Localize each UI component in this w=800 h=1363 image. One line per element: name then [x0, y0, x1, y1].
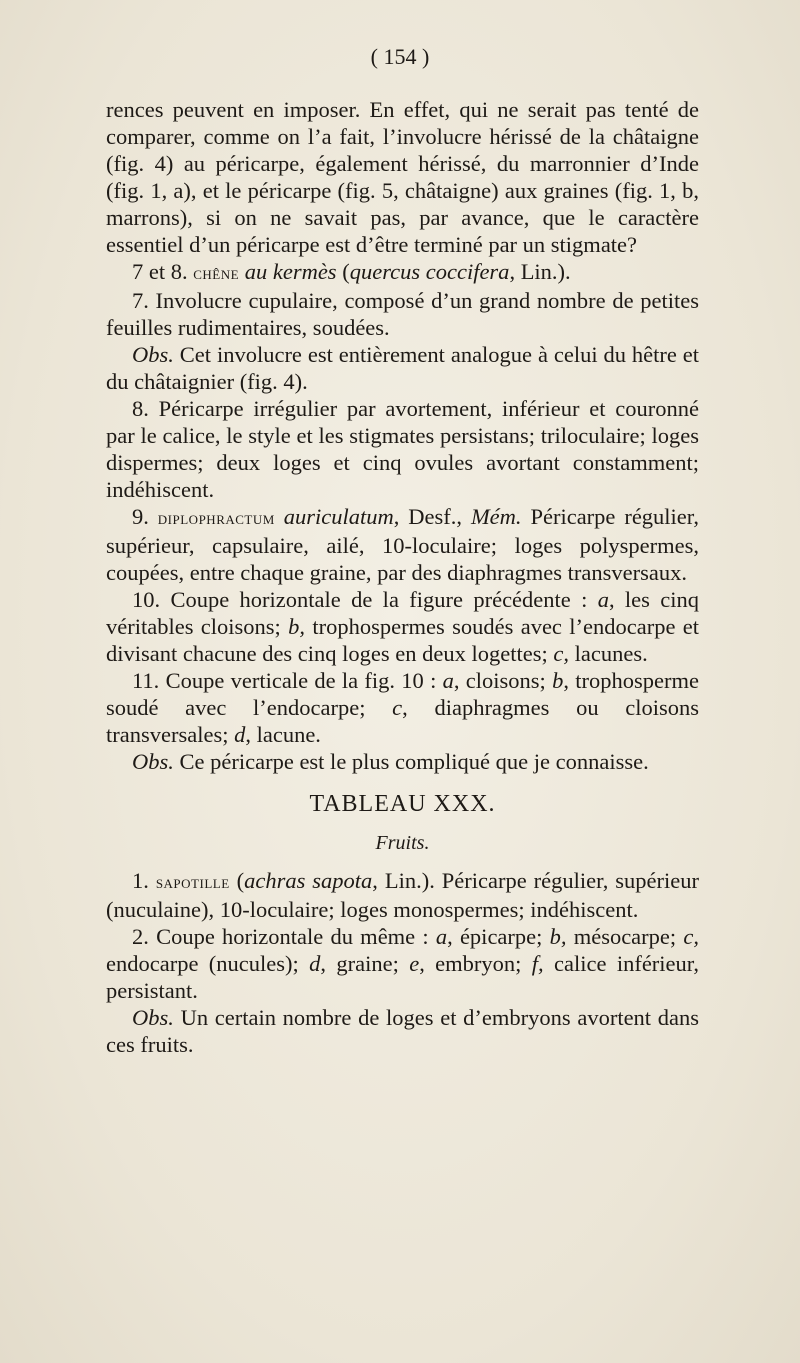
- figure-letter: b,: [288, 614, 305, 639]
- obs-label: Obs.: [132, 749, 174, 774]
- plant-name: diplophractum: [157, 508, 275, 529]
- paragraph-fig8: 8. Péricarpe irrégulier par avortement, inférieur et couronné par le calice, le style et les stigmates persistans; triloculaire; loges dispermes; deux loges et cinq ovules avortant constamment; indéhiscent.: [106, 396, 699, 502]
- latin-name: achras sapota: [244, 868, 373, 893]
- text-run: endocarpe (nucules);: [106, 951, 310, 976]
- body-text: [106, 96, 699, 1058]
- paragraph-obs-1: [106, 341, 699, 395]
- text-run: , lacune.: [245, 722, 321, 747]
- figure-letter: b: [552, 668, 564, 693]
- figure-letter: a: [442, 668, 454, 693]
- obs-text: Ce péricarpe est le plus compliqué que je connaisse.: [173, 749, 649, 774]
- figure-number: 7 et 8.: [132, 259, 188, 284]
- paren: (: [342, 259, 350, 284]
- paragraph-chene: [106, 258, 699, 287]
- paren: (: [229, 868, 245, 893]
- figure-letter: d: [309, 951, 321, 976]
- text-run: 2. Coupe horizontale du même :: [132, 924, 436, 949]
- paragraph-fig10: [106, 586, 699, 667]
- description: Péricarpe régulier, supérieur, capsulaire, ailé, 10-loculaire; loges polyspermes, coupées, entre chaque graine, par des diaphragmes transversaux.: [106, 504, 700, 585]
- figure-letter: b,: [549, 924, 567, 949]
- text-run: , graine;: [320, 951, 410, 976]
- figure-letter: f,: [531, 951, 544, 976]
- figure-number: 1.: [132, 868, 149, 893]
- text-run: , épicarpe;: [447, 924, 550, 949]
- text-run: calice inférieur, persistant.: [106, 951, 699, 1003]
- memoir-ref: Mém.: [470, 504, 522, 529]
- text-run: , embryon;: [419, 951, 532, 976]
- plant-name: sapotille: [155, 872, 230, 893]
- figure-letter: d: [234, 722, 246, 747]
- text-run: 11. Coupe verticale de la fig. 10 :: [132, 668, 443, 693]
- obs-text: Cet involucre est entièrement analogue à celui du hêtre et du châtaignier (fig. 4).: [106, 342, 699, 394]
- figure-letter: e: [409, 951, 420, 976]
- figure-letter: c,: [683, 924, 699, 949]
- figure-letter: c: [392, 695, 403, 720]
- figure-letter: a: [435, 924, 448, 949]
- obs-label: Obs.: [132, 1005, 174, 1030]
- text-run: , trophosperme soudé avec l’endocarpe;: [106, 668, 699, 720]
- text-run: , cloisons;: [453, 668, 553, 693]
- figure-number: 9.: [132, 504, 149, 529]
- paragraph-sapotille: [106, 867, 699, 923]
- paragraph-fig2: [106, 923, 699, 1004]
- latin-name: quercus coccifera: [349, 259, 510, 284]
- obs-label: Obs.: [132, 342, 174, 367]
- text-run: , diaphragmes ou cloisons transversales;: [106, 695, 700, 747]
- paragraph-fig7: 7. Involucre cupulaire, composé d’un grand nombre de petites feuilles rudimentaires, soudées.: [106, 288, 699, 340]
- figure-letter: a: [597, 587, 609, 612]
- text-run: lacunes.: [569, 641, 648, 666]
- author: , Desf.,: [393, 504, 471, 529]
- author: , Lin.).: [509, 259, 571, 284]
- plant-name: chêne: [193, 263, 240, 284]
- text-run: , les cinq véritables cloisons;: [106, 587, 699, 639]
- text-run: mésocarpe;: [566, 924, 684, 949]
- plant-epithet: au kermès: [244, 259, 337, 284]
- table-subheading: Fruits.: [375, 832, 430, 854]
- table-heading: TABLEAU XXX.: [309, 791, 496, 817]
- text-run: trophospermes soudés avec l’endocarpe et divisant chacune des cinq loges en deux logettes;: [106, 614, 699, 666]
- paragraph-diplophractum: [106, 503, 699, 586]
- obs-text: Un certain nombre de loges et d’embryons avortent dans ces fruits.: [106, 1005, 699, 1057]
- latin-name: auriculatum: [283, 504, 394, 529]
- description: , Lin.). Péricarpe régulier, supérieur (nuculaine), 10-loculaire; loges monospermes; indéhiscent.: [106, 868, 699, 922]
- figure-letter: c,: [553, 641, 569, 666]
- paragraph-obs-3: [106, 1004, 699, 1058]
- paragraph-intro: rences peuvent en imposer. En effet, qui ne serait pas tenté de comparer, comme on l’a fait, l’involucre hérissé de la châtaigne (fig. 4) au péricarpe, également hérissé, du marronnier d’Inde (fig. 1, a), et le péricarpe (fig. 5, châtaigne) aux graines (fig. 1, b, marrons), si on ne savait pas, par avance, que le caractère essentiel d’un péricarpe est d’être terminé par un stigmate?: [106, 97, 699, 257]
- paragraph-fig11: [106, 667, 699, 748]
- page-number: ( 154 ): [370, 44, 430, 69]
- paragraph-obs-2: [106, 748, 699, 775]
- text-run: 10. Coupe horizontale de la figure précédente :: [132, 587, 598, 612]
